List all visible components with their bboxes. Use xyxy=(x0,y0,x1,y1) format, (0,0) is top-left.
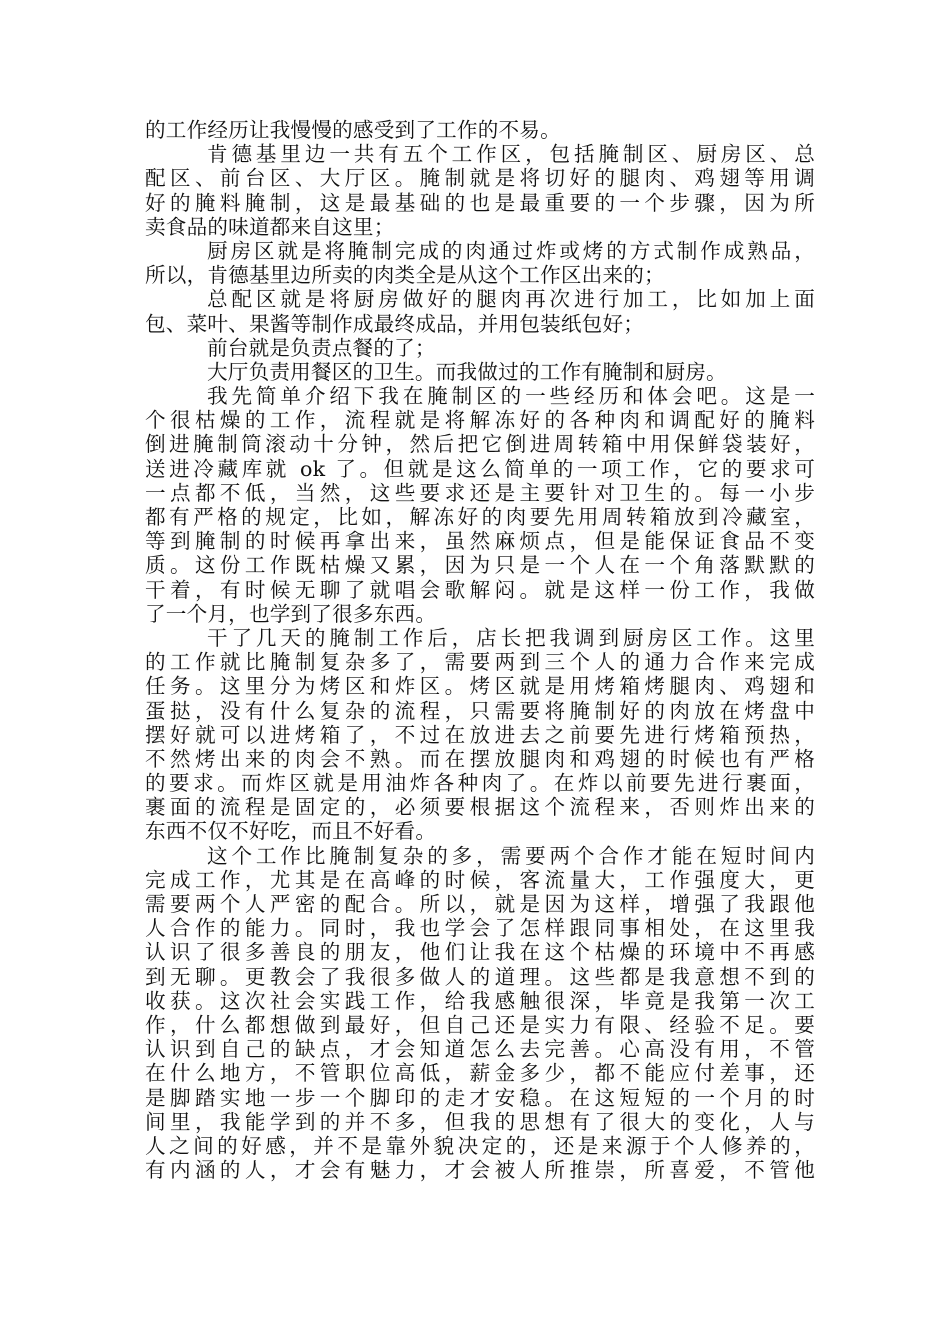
text-line: 摆好就可以进烤箱了，不过在放进去之前要先进行烤箱预热， xyxy=(145,722,815,747)
text-line: 包、菜叶、果酱等制作成最终成品，并用包装纸包好； xyxy=(145,311,645,336)
text-line: 东西不仅不好吃，而且不好看。 xyxy=(145,819,437,844)
body-text xyxy=(145,118,815,1182)
text-line: 有内涵的人，才会有魅力，才会被人所推崇，所喜爱，不管他 xyxy=(145,1158,815,1183)
text-line: 倒进腌制筒滚动十分钟，然后把它倒进周转箱中用保鲜袋装好， xyxy=(145,432,815,457)
text-line: 认识到自己的缺点，才会知道怎么去完善。心高没有用，不管 xyxy=(145,1037,815,1062)
paragraph-first-line: 厨房区就是将腌制完成的肉通过炸或烤的方式制作成熟品， xyxy=(207,238,815,263)
text-line: 等到腌制的时候再拿出来，虽然麻烦点，但是能保证食品不变 xyxy=(145,529,815,554)
text-line: 任务。这里分为烤区和炸区。烤区就是用烤箱烤腿肉、鸡翅和 xyxy=(145,674,815,699)
text-line: 收获。这次社会实践工作，给我感触很深，毕竟是我第一次工 xyxy=(145,988,815,1013)
text-line: 是脚踏实地一步一个脚印的走才安稳。在这短短的一个月的时 xyxy=(145,1085,815,1110)
text-line: 都有严格的规定，比如，解冻好的肉要先用周转箱放到冷藏室， xyxy=(145,505,815,529)
text-line: 蛋挞，没有什么复杂的流程，只需要将腌制好的肉放在烤盘中 xyxy=(145,698,815,723)
text-line: 完成工作，尤其是在高峰的时候，客流量大，工作强度大，更 xyxy=(145,867,815,892)
paragraph-first-line: 这个工作比腌制复杂的多，需要两个合作才能在短时间内 xyxy=(207,843,815,868)
text-line: 质。这份工作既枯燥又累，因为只是一个人在一个角落默默的 xyxy=(145,553,815,578)
text-line: 间里，我能学到的并不多，但我的思想有了很大的变化，人与 xyxy=(145,1109,815,1134)
paragraph-first-line: 肯德基里边一共有五个工作区，包括腌制区、厨房区、总 xyxy=(207,142,815,167)
text-line: 送进冷藏库就 ok 了。但就是这么简单的一项工作，它的要求可 xyxy=(145,456,815,481)
text-line: 人合作的能力。同时，我也学会了怎样跟同事相处，在这里我 xyxy=(145,916,815,941)
text-line: 好的腌料腌制，这是最基础的也是最重要的一个步骤，因为所 xyxy=(145,190,815,215)
text-line: 不然烤出来的肉会不熟。而在摆放腿肉和鸡翅的时候也有严格 xyxy=(145,746,815,771)
text-line: 人之间的好感，并不是靠外貌决定的，还是来源于个人修养的， xyxy=(145,1133,815,1158)
text-line: 作，什么都想做到最好，但自己还是实力有限、经验不足。要 xyxy=(145,1012,815,1037)
text-line: 了一个月，也学到了很多东西。 xyxy=(145,601,437,626)
paragraph-first-line: 干了几天的腌制工作后，店长把我调到厨房区工作。这里 xyxy=(207,625,815,650)
paragraph-first-line: 总配区就是将厨房做好的腿肉再次进行加工，比如加上面 xyxy=(207,287,815,312)
text-line: 的工作经历让我慢慢的感受到了工作的不易。 xyxy=(145,118,561,142)
paragraph-first-line: 前台就是负责点餐的了； xyxy=(207,335,436,360)
text-line: 的工作就比腌制复杂多了，需要两到三个人的通力合作来完成 xyxy=(145,650,815,675)
text-line: 干着，有时候无聊了就唱会歌解闷。就是这样一份工作，我做 xyxy=(145,577,815,602)
paragraph-first-line: 我先简单介绍下我在腌制区的一些经历和体会吧。这是一 xyxy=(207,384,815,409)
text-line: 所以，肯德基里边所卖的肉类全是从这个工作区出来的； xyxy=(145,263,665,288)
text-line: 个很枯燥的工作，流程就是将解冻好的各种肉和调配好的腌料 xyxy=(145,408,815,433)
text-line: 认识了很多善良的朋友，他们让我在这个枯燥的环境中不再感 xyxy=(145,940,815,965)
text-line: 在什么地方，不管职位高低，薪金多少，都不能应付差事，还 xyxy=(145,1061,815,1086)
text-line: 配区、前台区、大厅区。腌制就是将切好的腿肉、鸡翅等用调 xyxy=(145,166,815,191)
text-line: 的要求。而炸区就是用油炸各种肉了。在炸以前要先进行裹面， xyxy=(145,771,815,796)
text-line: 一点都不低，当然，这些要求还是主要针对卫生的。每一小步 xyxy=(145,480,815,505)
text-line: 裹面的流程是固定的，必须要根据这个流程来，否则炸出来的 xyxy=(145,795,815,820)
text-line: 需要两个人严密的配合。所以，就是因为这样，增强了我跟他 xyxy=(145,892,815,916)
text-line: 到无聊。更教会了我很多做人的道理。这些都是我意想不到的 xyxy=(145,964,815,989)
text-line: 卖食品的味道都来自这里； xyxy=(145,214,395,239)
paragraph-first-line: 大厅负责用餐区的卫生。而我做过的工作有腌制和厨房。 xyxy=(207,359,727,384)
